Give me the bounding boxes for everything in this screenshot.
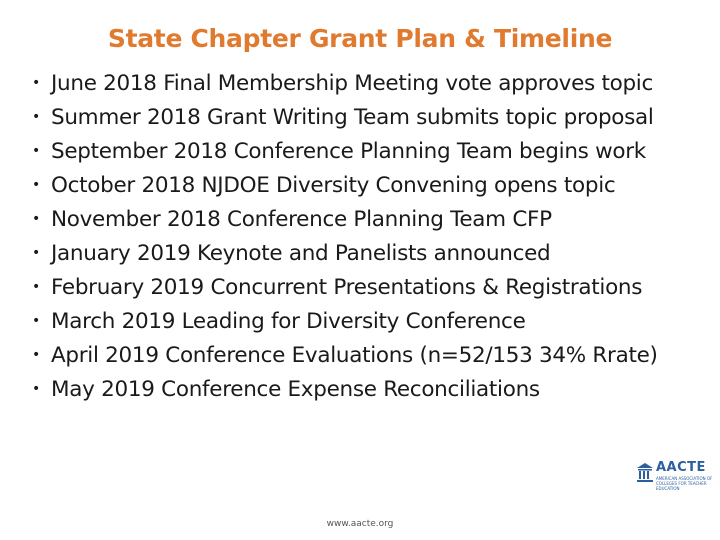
bullet-text: April 2019 Conference Evaluations (n=52/153 34% Rrate) xyxy=(51,343,658,368)
bullet-text: March 2019 Leading for Diversity Conference xyxy=(51,309,526,334)
bullet-item xyxy=(8,272,708,303)
bullet-text: Summer 2018 Grant Writing Team submits topic proposal xyxy=(51,105,654,130)
bullet-text: September 2018 Conference Planning Team begins work xyxy=(51,139,646,164)
bullet-item xyxy=(8,340,708,371)
bullet-icon: • xyxy=(32,177,40,193)
footer-url: www.aacte.org xyxy=(326,519,394,529)
bullet-item xyxy=(8,374,708,405)
bullet-icon: • xyxy=(32,313,40,329)
bullet-icon: • xyxy=(32,381,40,397)
bullet-icon: • xyxy=(32,211,40,227)
bullet-text: February 2019 Concurrent Presentations & Registrations xyxy=(51,275,643,300)
logo-tagline: AMERICAN ASSOCIATION OF COLLEGES FOR TEACHER EDUCATION xyxy=(656,476,713,491)
building-icon xyxy=(636,462,654,484)
logo-name: AACTE xyxy=(656,460,706,475)
bullet-icon: • xyxy=(32,109,40,125)
bullet-item xyxy=(8,102,708,133)
bullet-icon: • xyxy=(32,279,40,295)
bullet-item xyxy=(8,306,708,337)
bullet-item xyxy=(8,68,708,99)
bullet-icon: • xyxy=(32,143,40,159)
bullet-item xyxy=(8,204,708,235)
bullet-item xyxy=(8,170,708,201)
bullet-text: May 2019 Conference Expense Reconciliations xyxy=(51,377,540,402)
bullet-list xyxy=(8,68,708,408)
slide-title: State Chapter Grant Plan & Timeline xyxy=(107,24,613,53)
bullet-text: January 2019 Keynote and Panelists announced xyxy=(51,241,551,266)
bullet-item xyxy=(8,238,708,269)
bullet-text: June 2018 Final Membership Meeting vote approves topic xyxy=(51,71,653,96)
bullet-text: October 2018 NJDOE Diversity Convening opens topic xyxy=(51,173,616,198)
bullet-text: November 2018 Conference Planning Team CFP xyxy=(51,207,552,232)
bullet-icon: • xyxy=(32,347,40,363)
bullet-item xyxy=(8,136,708,167)
aacte-logo xyxy=(636,458,716,491)
bullet-icon: • xyxy=(32,75,40,91)
bullet-icon: • xyxy=(32,245,40,261)
